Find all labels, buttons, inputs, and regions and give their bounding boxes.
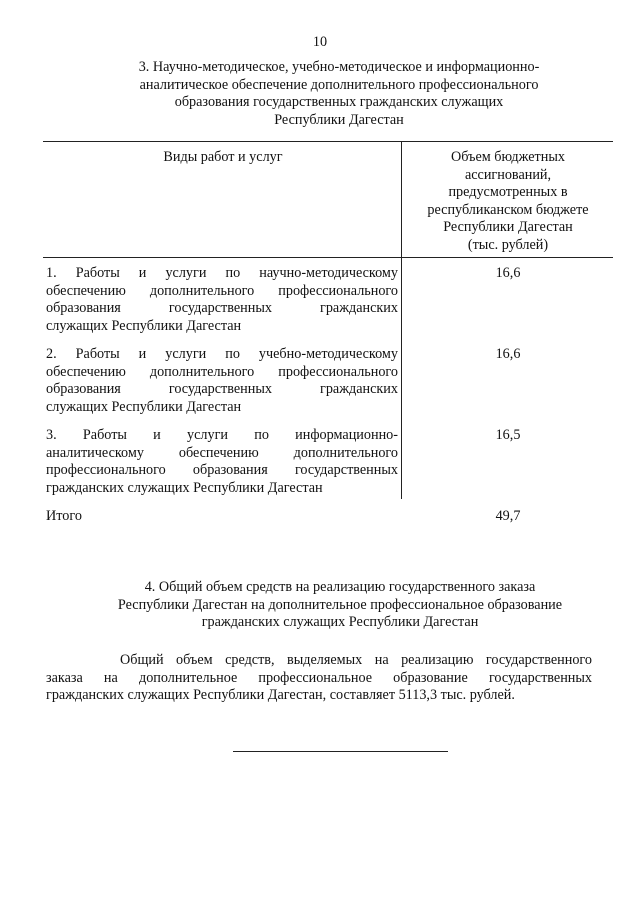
header-line: предусмотренных в	[448, 184, 568, 201]
table-row-2-text	[46, 346, 398, 416]
table-column-divider	[401, 141, 402, 499]
summary-line: гражданских служащих Республики Дагестан, составляет 5113,3 тыс. рублей.	[46, 687, 515, 704]
header-line: республиканском бюджете	[427, 201, 589, 218]
row-line: обеспечению дополнительного профессионального	[46, 282, 398, 299]
summary-line: заказа на дополнительное профессиональное образование государственных	[46, 669, 592, 686]
table-row-2-value: 16,6	[495, 346, 521, 362]
row-line: служащих Республики Дагестан	[46, 398, 242, 415]
header-line: Объем бюджетных	[451, 149, 565, 165]
heading-line: гражданских служащих Республики Дагестан	[201, 614, 479, 631]
table-row-3-text	[46, 427, 398, 497]
header-line: (тыс. рублей)	[467, 236, 549, 253]
heading-line: Республики Дагестан на дополнительное профессиональное образование	[117, 596, 563, 613]
section-3-heading	[100, 59, 578, 129]
header-line: ассигнований,	[464, 166, 552, 183]
table-total-label: Итого	[46, 508, 82, 524]
row-line: профессионального образования государственных	[46, 462, 398, 479]
row-line: образования государственных гражданских	[46, 381, 398, 398]
row-line: образования государственных гражданских	[46, 300, 398, 317]
table-header-rule	[43, 257, 613, 258]
row-line: обеспечению дополнительного профессионального	[46, 363, 398, 380]
row-line: аналитическому обеспечению дополнительного	[46, 444, 398, 461]
summary-line: Общий объем средств, выделяемых на реализацию государственного	[120, 652, 592, 668]
heading-line: 3. Научно-методическое, учебно-методическое и информационно-	[138, 59, 540, 75]
row-line: 3. Работы и услуги по информационно-	[46, 427, 398, 443]
table-header-budget	[404, 149, 612, 255]
row-line: 2. Работы и услуги по учебно-методическому	[46, 346, 398, 362]
row-line: служащих Республики Дагестан	[46, 317, 242, 334]
table-row-1-text	[46, 265, 398, 335]
table-row-1-value: 16,6	[495, 265, 521, 281]
table-header-works: Виды работ и услуг	[163, 149, 283, 165]
page-number: 10	[312, 34, 328, 50]
table-row-3-value: 16,5	[495, 427, 521, 443]
header-line: Республики Дагестан	[443, 219, 573, 236]
summary-paragraph	[46, 652, 592, 705]
heading-line: Республики Дагестан	[274, 111, 404, 128]
section-4-heading	[60, 579, 620, 632]
closing-rule	[233, 751, 448, 752]
heading-line: аналитическое обеспечение дополнительного профессионального	[139, 76, 539, 93]
row-line: гражданских служащих Республики Дагестан	[46, 479, 323, 496]
table-total-value: 49,7	[495, 508, 521, 524]
table-top-rule	[43, 141, 613, 142]
heading-line: образования государственных гражданских служащих	[174, 94, 504, 111]
heading-line: 4. Общий объем средств на реализацию государственного заказа	[144, 579, 536, 595]
row-line: 1. Работы и услуги по научно-методическому	[46, 265, 398, 281]
